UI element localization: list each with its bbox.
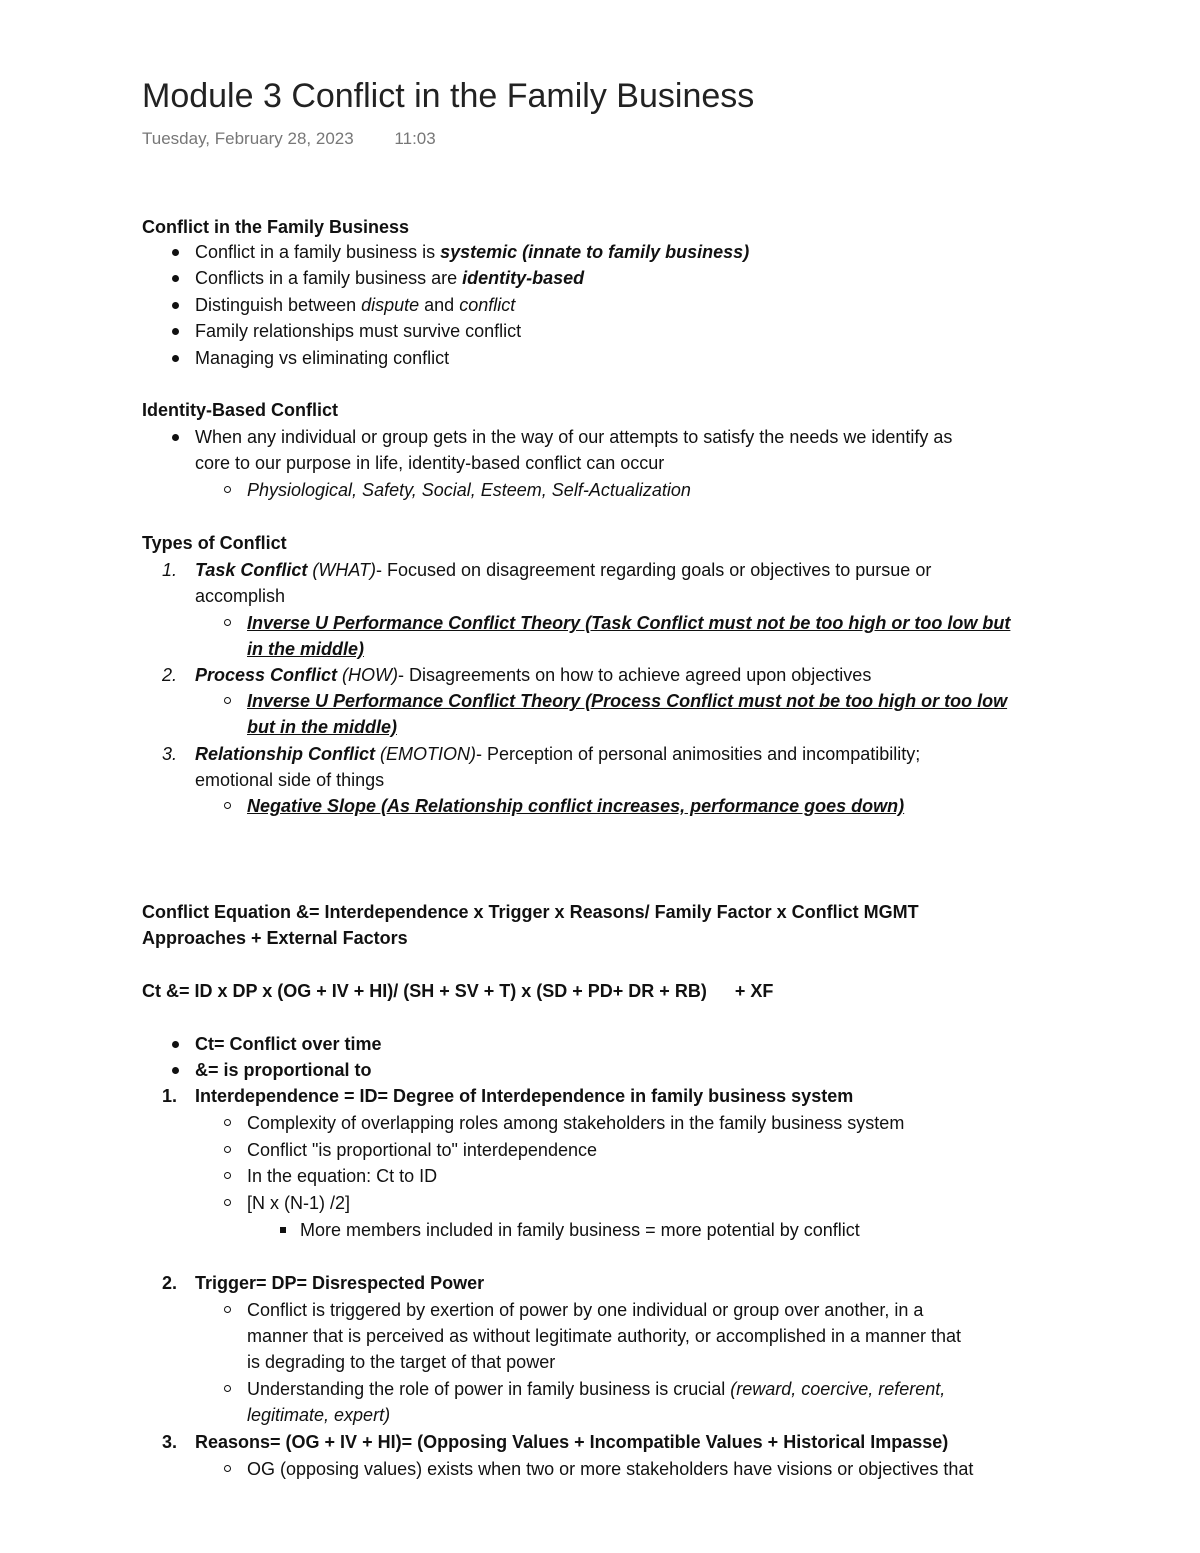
sub-bullet-icon xyxy=(224,1172,231,1179)
sub-list-item: In the equation: Ct to ID xyxy=(247,1166,438,1186)
equation-heading-continuation: Approaches + External Factors xyxy=(142,928,408,948)
sub-bullet-icon xyxy=(224,1385,231,1392)
sub-bullet-icon xyxy=(224,619,231,626)
note-time: 11:03 xyxy=(394,129,436,148)
sub-bullet-icon xyxy=(224,802,231,809)
list-item: Reasons= (OG + IV + HI)= (Opposing Values + Incompatible Values + Historical Impasse) xyxy=(195,1432,949,1452)
sub-list-item: Conflict "is proportional to" interdependence xyxy=(247,1140,597,1160)
note-timestamp xyxy=(142,126,436,152)
sub-list-item: Physiological, Safety, Social, Esteem, Self-Actualization xyxy=(247,480,691,500)
list-number: 2. xyxy=(162,665,178,685)
bullet-icon xyxy=(172,249,179,256)
sub-list-item-continuation: legitimate, expert) xyxy=(247,1405,391,1425)
bullet-icon xyxy=(172,355,179,362)
list-item-continuation: emotional side of things xyxy=(195,770,385,790)
list-item: Distinguish between dispute and conflict xyxy=(195,295,516,315)
bullet-icon xyxy=(172,302,179,309)
bullet-icon xyxy=(172,434,179,441)
sub-list-item: Conflict is triggered by exertion of power by one individual or group over another, in a xyxy=(247,1300,924,1320)
list-item-continuation: accomplish xyxy=(195,586,286,606)
list-item: Ct= Conflict over time xyxy=(195,1034,382,1054)
list-item: Managing vs eliminating conflict xyxy=(195,348,450,368)
list-item: Conflict in a family business is systemic (innate to family business) xyxy=(195,242,750,262)
list-item: Relationship Conflict (EMOTION)- Perception of personal animosities and incompatibility; xyxy=(195,744,921,764)
list-number: 1. xyxy=(162,560,178,580)
section-heading: Types of Conflict xyxy=(142,533,287,553)
sub-list-item: Understanding the role of power in family business is crucial (reward, coercive, referent, xyxy=(247,1379,946,1399)
sub-list-item-continuation: manner that is perceived as without legitimate authority, or accomplished in a manner that xyxy=(247,1326,962,1346)
page-title: Module 3 Conflict in the Family Business xyxy=(142,77,755,115)
sub-list-item-continuation: but in the middle) xyxy=(247,717,397,737)
equation-formula: Ct &= ID x DP x (OG + IV + HI)/ (SH + SV + T) x (SD + PD+ DR + RB) + XF xyxy=(142,981,774,1001)
sub-list-item: Negative Slope (As Relationship conflict increases, performance goes down) xyxy=(247,796,905,816)
list-item: Process Conflict (HOW)- Disagreements on how to achieve agreed upon objectives xyxy=(195,665,872,685)
sub-list-item: Inverse U Performance Conflict Theory (Task Conflict must not be too high or too low but xyxy=(247,613,1011,633)
section-heading: Identity-Based Conflict xyxy=(142,400,339,420)
list-item: Interdependence = ID= Degree of Interdependence in family business system xyxy=(195,1086,854,1106)
sub-bullet-icon xyxy=(224,1199,231,1206)
section-heading: Conflict in the Family Business xyxy=(142,217,410,237)
list-item: When any individual or group gets in the way of our attempts to satisfy the needs we identify as xyxy=(195,427,953,447)
sub-list-item: OG (opposing values) exists when two or more stakeholders have visions or objectives that xyxy=(247,1459,974,1479)
bullet-icon xyxy=(172,1041,179,1048)
equation-heading: Conflict Equation &= Interdependence x Trigger x Reasons/ Family Factor x Conflict MGMT xyxy=(142,902,919,922)
list-number: 2. xyxy=(162,1273,178,1293)
note-date: Tuesday, February 28, 2023 xyxy=(142,129,354,148)
list-item-continuation: core to our purpose in life, identity-based conflict can occur xyxy=(195,453,665,473)
sub-bullet-icon xyxy=(224,1306,231,1313)
sub-list-item-continuation: in the middle) xyxy=(247,639,364,659)
sub-list-item: [N x (N-1) /2] xyxy=(247,1193,351,1213)
sub-bullet-icon xyxy=(224,697,231,704)
sub-sub-list-item: More members included in family business = more potential by conflict xyxy=(300,1220,860,1240)
sub-bullet-icon xyxy=(224,1146,231,1153)
sub-list-item: Complexity of overlapping roles among stakeholders in the family business system xyxy=(247,1113,905,1133)
sub-list-item: Inverse U Performance Conflict Theory (Process Conflict must not be too high or too low xyxy=(247,691,1008,711)
list-number: 3. xyxy=(162,744,178,764)
square-bullet-icon xyxy=(280,1227,286,1233)
list-item: Task Conflict (WHAT)- Focused on disagreement regarding goals or objectives to pursue or xyxy=(195,560,932,580)
sub-bullet-icon xyxy=(224,1465,231,1472)
list-number: 1. xyxy=(162,1086,178,1106)
list-item: &= is proportional to xyxy=(195,1060,372,1080)
list-item: Family relationships must survive conflict xyxy=(195,321,522,341)
bullet-icon xyxy=(172,275,179,282)
list-item: Trigger= DP= Disrespected Power xyxy=(195,1273,485,1293)
sub-bullet-icon xyxy=(224,1119,231,1126)
list-item: Conflicts in a family business are identity-based xyxy=(195,268,585,288)
sub-bullet-icon xyxy=(224,486,231,493)
list-number: 3. xyxy=(162,1432,178,1452)
bullet-icon xyxy=(172,1067,179,1074)
bullet-icon xyxy=(172,328,179,335)
sub-list-item-continuation: is degrading to the target of that power xyxy=(247,1352,556,1372)
